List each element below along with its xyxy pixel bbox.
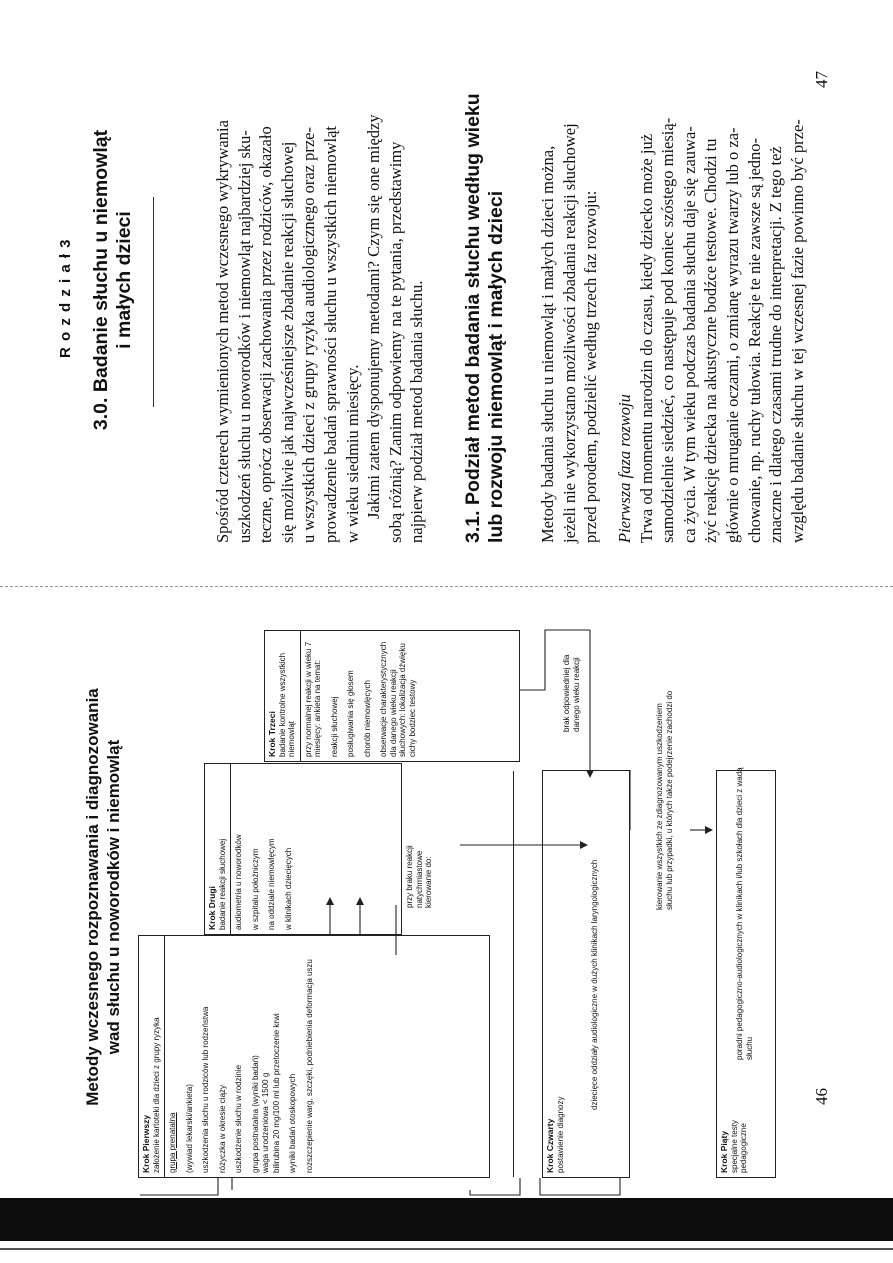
para1-line: uszkodzeń słuchu u noworodków i niemowląt najbardziej sku- bbox=[234, 130, 254, 543]
step1-item: bilirubina 20 mg/100 ml lub przetoczenie krwi bbox=[271, 1013, 281, 1173]
step1-item: rozszczepienie warg, szczęki, podniebienia deformacja uszu bbox=[304, 959, 314, 1173]
para1-line: w wieku siedmiu miesięcy. bbox=[342, 364, 362, 543]
step4-title: Krok Czwarty bbox=[545, 1118, 555, 1173]
step2-desc: badanie reakcji słuchowej bbox=[217, 838, 227, 930]
step3-desc: badanie kontrolne wszystkich niemowląt bbox=[277, 652, 296, 757]
phase-title: Pierwsza faza rozwoju bbox=[615, 394, 634, 543]
step2-item: w klinikach dziecięcych bbox=[283, 847, 293, 930]
step3-item: posługiwania się głosem bbox=[346, 670, 355, 757]
para3-line: jeżeli nie wykorzystano możliwości zbadania reakcji słuchowej bbox=[559, 123, 579, 543]
lack-reaction-note: przy braku reakcji natychmiastowe kierowanie do: bbox=[405, 845, 433, 908]
intro-text-block bbox=[212, 63, 428, 543]
connector-line bbox=[520, 630, 590, 690]
step1-item: uszkodzenia słuchu u rodziców lub rodzeństwa bbox=[201, 1006, 210, 1173]
step5-detail: poradni pedagogiczno-audiologicznych w klinikach i/lub szkołach dla dzieci z wadą słuchu bbox=[735, 767, 754, 1060]
step1-group-prenatal: grupa prenatalna bbox=[168, 1112, 177, 1173]
para1-line: Spośród czterech wymienionych metod wczesnego wykrywania bbox=[213, 120, 232, 543]
connector-line bbox=[470, 1178, 520, 1195]
step5-title: Krok Piąty bbox=[719, 1130, 729, 1173]
step1-item: uszkodzenie słuchu w rodzinie bbox=[234, 1064, 243, 1173]
para1-line: prowadzenie badań sprawności słuchu u wszystkich niemowląt bbox=[320, 126, 340, 543]
para4-line: względu badanie słuchu w tej wczesnej fazie powinno być prze- bbox=[787, 119, 807, 543]
para2-line: najpierw podział metod badania słuchu. bbox=[407, 280, 427, 543]
step3-item: obserwacje charakterystycznych dla danego wieku reakcji słuchowych: lokalizacja dźwięku cichy bodziec testowy bbox=[379, 641, 417, 757]
para3-line: Metody badania słuchu u niemowląt i małych dzieci można, bbox=[538, 145, 557, 543]
right-page-number: 47 bbox=[812, 71, 831, 88]
arrow-head bbox=[580, 841, 588, 849]
step3-item: chorób niemowlęcych bbox=[362, 680, 372, 757]
chapter-rule bbox=[153, 197, 154, 407]
section-title-line1: 3.1. Podział metod badania słuchu według wieku bbox=[462, 93, 484, 543]
methods-text-block bbox=[537, 63, 602, 543]
left-title-line1: Metody wczesnego rozpoznawania i diagnozowania bbox=[83, 688, 102, 1106]
para2-line: sobą różnią? Zanim odpowiemy na te pytania, przedstawimy bbox=[385, 141, 405, 543]
step1-item: różyczka w okresie ciąży bbox=[217, 1084, 227, 1173]
step1-item: (wywiad lekarski/ankieta) bbox=[184, 1084, 194, 1173]
left-page-number: 46 bbox=[812, 1088, 831, 1105]
step1-item: waga urodzeniowa < 1500 g bbox=[261, 1072, 270, 1173]
para1-line: się możliwie jak najwcześniejsze zbadanie reakcji słuchowej bbox=[277, 141, 297, 543]
step3-title: Krok Trzeci bbox=[267, 711, 277, 757]
chapter-title-line2: i małych dzieci bbox=[113, 211, 135, 349]
step1-item: grupa postnatalna (wyniki badań) bbox=[250, 1055, 260, 1173]
phase-text-block bbox=[614, 63, 808, 543]
arrow-head bbox=[356, 897, 364, 905]
step3-item: reakcji słuchowej bbox=[329, 696, 339, 757]
step4-desc: postawienie diagnozy bbox=[555, 1096, 565, 1173]
para1-line: u wszystkich dzieci z grupy ryzyka audiologicznego oraz prze- bbox=[299, 127, 319, 543]
para4-line: znaczne i dlatego czasami trudne do interpretacji. Z tego też bbox=[766, 146, 786, 543]
arrow-head bbox=[705, 826, 713, 834]
step2-title: Krok Drugi bbox=[207, 886, 217, 930]
chapter-title-line1: 3.0. Badanie słuchu u niemowląt bbox=[90, 129, 112, 431]
chapter-title bbox=[90, 80, 136, 480]
section-title-line2: lub rozwoju niemowląt i małych dzieci bbox=[485, 190, 507, 543]
arrow-head bbox=[586, 770, 594, 778]
para2-line: Jakimi zatem dysponujemy metodami? Czym się one między bbox=[364, 114, 384, 519]
section-title bbox=[462, 63, 508, 543]
referral-note: kierowanie wszystkich ze zdiagnozowanym uszkodzeniem słuchu lub przypadki, u których także podejrzenie zachodzi do bbox=[655, 690, 674, 910]
para4-line: ca życia. W tym wieku podczas badania słuchu daje się zauwa- bbox=[679, 126, 699, 543]
step4-detail: dziecięce oddziały audiologiczne w dużych klinikach laryngologicznych bbox=[590, 859, 599, 1110]
connector-line bbox=[540, 1178, 620, 1195]
arrow-head bbox=[326, 897, 334, 905]
step1-desc: założenie kartoteki dla dzieci z grupy ryzyka bbox=[151, 1017, 161, 1173]
no-age-reaction-note: brak odpowiedniej dla danego wieku reakcji bbox=[562, 654, 581, 732]
step5-desc: specjalne testy pedagogiczne bbox=[729, 1120, 748, 1173]
step1-item: wyniki badań otoskopowych bbox=[288, 1073, 297, 1173]
para4-line: samodzielnie siedzieć, co następuje pod koniec szóstego miesią- bbox=[658, 117, 678, 543]
para4-line: chowanie, np. ruchy tułowia. Reakcje te nie zawsze są jedno- bbox=[744, 137, 764, 543]
para1-line: teczne, oprócz obserwacji zachowania przez rodziców, okazało bbox=[256, 126, 276, 543]
para4-line: głównie o mruganie oczami, o zmianę wyrazu twarzy lub o za- bbox=[722, 127, 742, 543]
step2-item: audiometria u noworodków bbox=[234, 834, 243, 930]
connector-line bbox=[140, 1178, 218, 1195]
step3-item: przy normalnej reakcji w wieku 7 miesięcy: ankieta na temat: bbox=[303, 641, 322, 757]
step1-title: Krok Pierwszy bbox=[141, 1114, 151, 1173]
left-title-line2: wad słuchu u noworodków i niemowląt bbox=[104, 739, 123, 1055]
para3-line: przed porodem, podzielić według trzech faz rozwoju: bbox=[581, 190, 601, 543]
step2-item: na oddziale niemowlęcym bbox=[267, 838, 276, 930]
para4-line: Trwa od momentu narodzin do czasu, kiedy dziecko może już bbox=[636, 133, 656, 543]
chapter-label: R o z d z i a ł 3 bbox=[57, 238, 74, 358]
para4-line: żyć reakcję dziecka na akustyczne bodźce testowe. Chodzi tu bbox=[701, 138, 721, 543]
step2-item: w szpitalu położniczym bbox=[250, 848, 260, 930]
